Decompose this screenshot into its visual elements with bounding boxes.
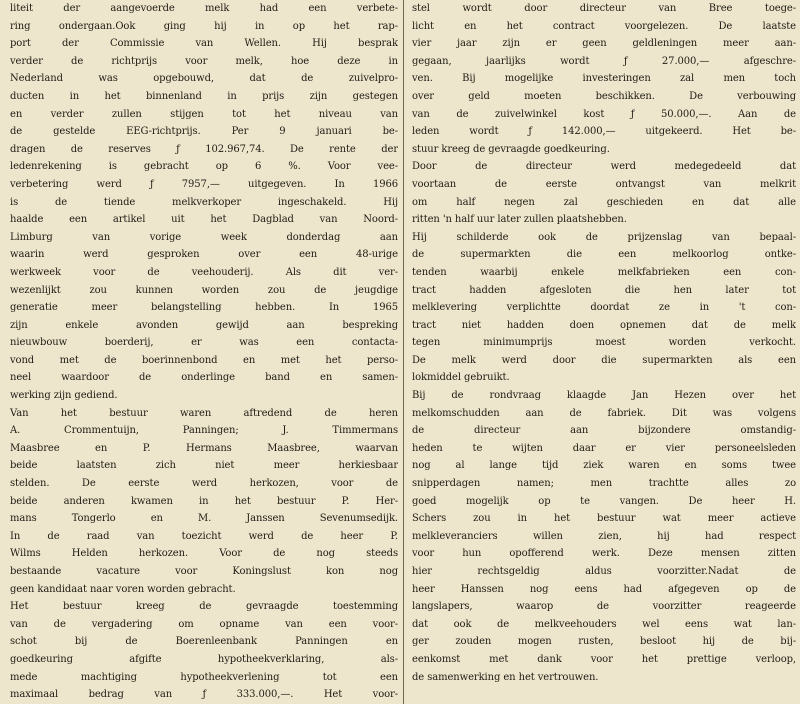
text-line: heer Hanssen nog eens had afgegeven op de	[412, 583, 796, 595]
text-line: verder de richtprijs voor melk, hoe deze in	[10, 55, 398, 67]
text-line: A. Crommentuijn, Panningen; J. Timmermans	[10, 425, 398, 437]
text-line: verbetering werd ƒ 7957,— uitgegeven. In 1966	[10, 178, 398, 190]
text-line: dragen de reserves ƒ 102.967,74. De rente der	[10, 143, 398, 155]
text-line: Hij schilderde ook de prijzenslag van bepaal-	[412, 231, 796, 243]
text-line: zijn enkele avonden gewijd aan bespreking	[10, 319, 398, 331]
text-line: stuur kreeg de gevraagde goedkeuring.	[412, 143, 610, 155]
text-line: dat ook de melkveehouders wel eens wat lan-	[412, 618, 796, 630]
text-line: schot bij de Boerenleenbank Panningen en	[10, 636, 398, 648]
text-line: tract hadden afgesloten die hen later tot	[412, 284, 796, 296]
text-line: is de tiende melkverkoper ingeschakeld. Hij	[10, 196, 398, 208]
text-line: Van het bestuur waren aftredend de heren	[10, 407, 398, 419]
text-line: gegaan, jaarlijks wordt ƒ 27.000,— afgeschre-	[412, 55, 796, 67]
text-line: Door de directeur werd medegedeeld dat	[412, 161, 796, 173]
text-line: Nederland was opgebouwd, dat de zuivelpro-	[10, 73, 398, 85]
text-line: ducten in het binnenland in prijs zijn gestegen	[10, 90, 398, 102]
text-line: om half negen zal geschieden en dat alle	[412, 196, 796, 208]
text-line: bestaande vacature voor Koningslust kon nog	[10, 566, 398, 577]
text-line: tract niet hadden doen opnemen dat de melk	[412, 319, 796, 331]
text-line: goed mogelijk op te vangen. De heer H.	[412, 495, 796, 507]
text-line: Limburg van vorige week donderdag aan	[10, 231, 398, 243]
text-line: vier jaar zijn er geen geldleningen meer aan-	[412, 38, 796, 50]
text-line: goedkeuring afgifte hypotheekverklaring, als-	[10, 653, 398, 665]
text-line: over geld moeten beschikken. De verbouwing	[412, 90, 796, 102]
text-line: tegen minimumprijs moest worden verkocht.	[412, 337, 796, 349]
text-line: de gestelde EEG-richtprijs. Per 9 januari be-	[10, 126, 398, 138]
text-line: lokmiddel gebruikt.	[412, 372, 510, 384]
text-line: generatie meer belangstelling hebben. In 1965	[10, 302, 398, 314]
text-line: voortaan de eerste ontvangst van melkrit	[412, 178, 796, 190]
text-line: beide laatsten zich niet meer herkiesbaar	[10, 460, 398, 472]
text-line: leden wordt ƒ 142.000,— uitgekeerd. Het be-	[412, 126, 796, 138]
text-line: Het bestuur kreeg de gevraagde toestemming	[10, 601, 398, 613]
text-line: liteit der aangevoerde melk had een verbete-	[10, 3, 398, 14]
text-line: werking zijn gediend.	[10, 390, 118, 402]
text-line: In de raad van toezicht werd de heer P.	[10, 530, 398, 542]
text-column-right	[410, 0, 796, 704]
text-line: haalde een artikel uit het Dagblad van Noord-	[10, 214, 398, 226]
text-line: stelden. De eerste werd herkozen, voor de	[10, 478, 398, 490]
text-line: eenkomst met dank voor het prettige verloop,	[412, 653, 796, 665]
text-line: Schers zou in het bestuur wat meer actieve	[412, 513, 796, 525]
text-line: de supermarkten die een melkoorlog ontke-	[412, 249, 796, 261]
text-line: beide anderen kwamen in het bestuur P. Her-	[10, 495, 398, 507]
text-line: stel wordt door directeur van Bree toege-	[412, 3, 796, 14]
text-line: waarin werd gesproken over een 48-urige	[10, 249, 398, 261]
text-line: heden te wijten daar er vier personeelsleden	[412, 442, 796, 454]
text-line: snipperdagen namen; men trachtte alles zo	[412, 478, 796, 490]
text-line: vond met de boerinnenbond en met het perso-	[10, 354, 398, 366]
text-line: mede machtiging hypotheekverlening tot een	[10, 671, 398, 683]
text-line: Wilms Helden herkozen. Voor de nog steeds	[10, 548, 398, 560]
text-column-left	[8, 0, 398, 704]
text-line: De melk werd door die supermarkten als een	[412, 354, 796, 366]
text-line: port der Commissie van Wellen. Hij besprak	[10, 38, 398, 50]
text-line: geen kandidaat naar voren worden gebracht.	[10, 583, 236, 595]
text-line: de directeur aan bijzondere omstandig-	[412, 425, 796, 437]
text-line: van de zuivelwinkel kost ƒ 50.000,—. Aan de	[412, 108, 796, 120]
text-line: Bij de rondvraag klaagde Jan Hezen over het	[412, 390, 796, 402]
text-line: de samenwerking en het vertrouwen.	[412, 671, 599, 683]
text-line: hier rechtsgeldig aldus voorzitter.Nadat de	[412, 566, 796, 577]
text-line: voor hun opofferend werk. Deze mensen zitten	[412, 548, 796, 560]
text-line: ritten 'n half uur later zullen plaatshebben.	[412, 214, 627, 226]
text-line: mans Tongerlo en M. Janssen Sevenumsedijk.	[10, 513, 398, 525]
text-line: ven. Bij mogelijke investeringen zal men toch	[412, 73, 796, 85]
text-line: tenden waarbij enkele melkfabrieken een con-	[412, 266, 796, 278]
text-line: ger zouden mogen rusten, besloot hij de bij-	[412, 636, 796, 648]
text-line: Maasbree en P. Hermans Maasbree, waarvan	[10, 442, 398, 454]
text-line: van de vergadering om opname van een voor-	[10, 618, 398, 630]
text-line: wezenlijkt zou kunnen worden zou de jeugdige	[10, 284, 398, 296]
text-line: ledenrekening is gebracht op 6 %. Voor vee-	[10, 161, 398, 173]
text-line: melklevering verplichtte doordat ze in 't con-	[412, 302, 796, 314]
text-line: nieuwbouw boerderij, er was een contacta-	[10, 337, 398, 349]
text-line: langslapers, waarop de voorzitter reageerde	[412, 601, 796, 613]
text-line: nog al lange tijd ziek waren en soms twee	[412, 460, 796, 472]
text-line: werkweek voor de veehouderij. Als dit ver-	[10, 266, 398, 278]
text-line: neel waardoor de onderlinge band en samen-	[10, 372, 398, 384]
column-divider	[403, 0, 404, 704]
text-line: ring ondergaan.Ook ging hij in op het rap-	[10, 20, 398, 32]
text-line: licht en het contract voorgelezen. De laatste	[412, 20, 796, 32]
text-line: en verder zullen stijgen tot het niveau van	[10, 108, 398, 120]
text-line: melkleveranciers willen zien, hij had respect	[412, 530, 796, 542]
text-line: maximaal bedrag van ƒ 333.000,—. Het voor-	[10, 689, 398, 701]
text-line: melkomschudden aan de fabriek. Dit was volgens	[412, 407, 796, 419]
